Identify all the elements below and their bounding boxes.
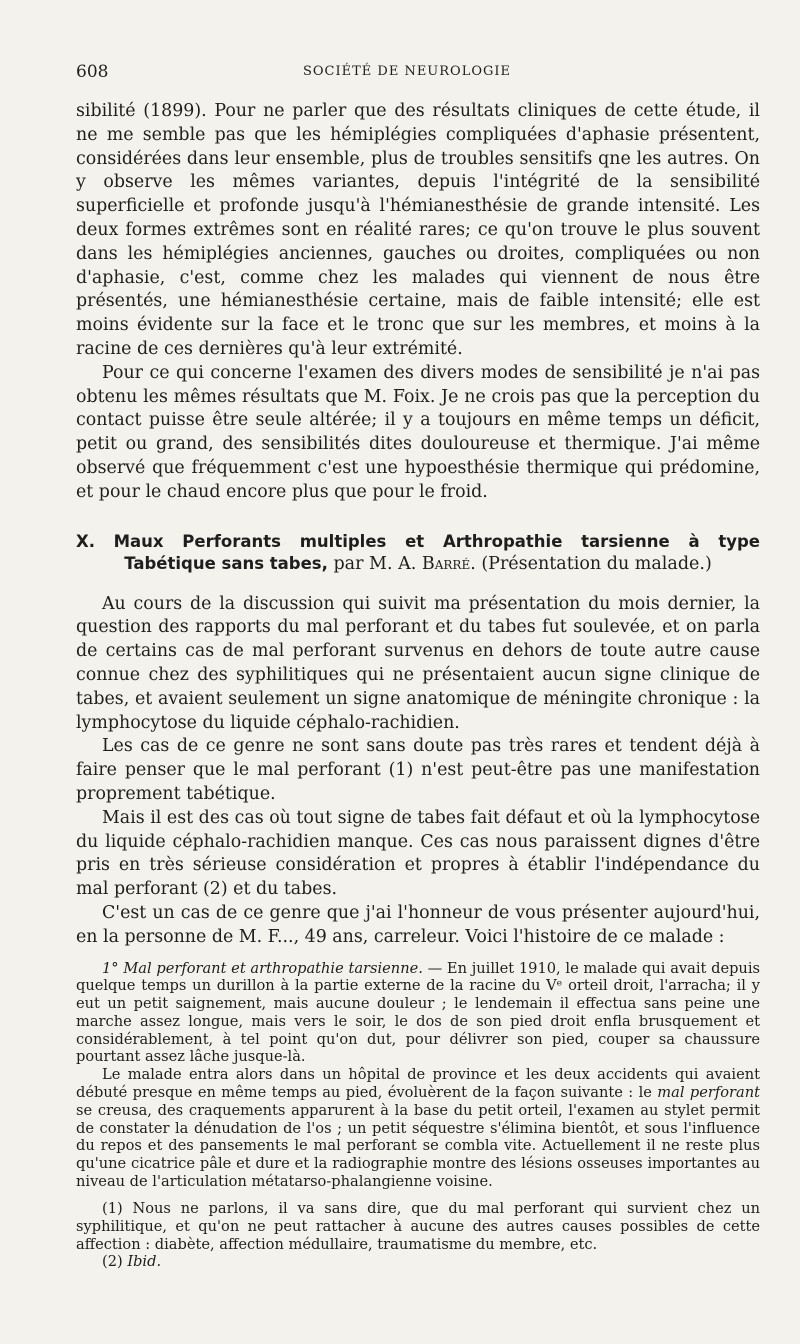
- author-name: Barré: [421, 553, 471, 574]
- section-heading: [76, 531, 760, 575]
- page-header: [76, 62, 738, 86]
- observation-text: — En juillet 1910, le malade qui avait depuis quelque temps un durillon à la partie externe de la racine du Vᵉ orteil droit, l'arracha; il y eut un petit saignement, mais aucune douleur ; le lendemain il effectua sans peine une marche assez longue, mais vers le soir, le dos de son pied droit enfla brusquement et considérablement, à tel point qu'on dut, pour délivrer son pied, couper sa chaussure pourtant assez lâche jusque-là.: [76, 959, 760, 1066]
- observation-paragraph: [76, 1066, 760, 1191]
- footnote-number: (2): [102, 1253, 123, 1271]
- footnote-text: Ibid.: [127, 1253, 162, 1271]
- main-text: [76, 100, 760, 950]
- observation-label: 1° Mal perforant et arthropathie tarsienne.: [102, 959, 423, 977]
- footnotes: [76, 1200, 760, 1271]
- paragraph: Au cours de la discussion qui suivit ma présentation du mois dernier, la question des rapports du mal perforant et du tabes fut soulevée, et on parla de certains cas de mal perforant survenus en dehors de toute autre cause connue chez des syphilitiques qui ne présentaient aucun signe clinique de tabes, et avaient seulement un signe anatomique de méningite chronique : la lymphocytose du liquide céphalo-rachidien.: [76, 593, 760, 733]
- paragraph: Les cas de ce genre ne sont sans doute pas très rares et tendent déjà à faire penser que le mal perforant (1) n'est peut-être pas une manifestation proprement tabétique.: [76, 736, 760, 804]
- paragraph: sibilité (1899). Pour ne parler que des résultats cliniques de cette étude, il ne me semble pas que les hémiplégies compliquées d'aphasie présentent, considérées dans leur ensemble, plus de troubles sensitifs qne les autres. On y observe les mêmes variantes, depuis l'intégrité de la sensibilité superficielle et profonde jusqu'à l'hémianesthésie de grande intensité. Les deux formes extrêmes sont en réalité rares; ce qu'on trouve le plus souvent dans les hémiplégies anciennes, gauches ou droites, compliquées ou non d'aphasie, c'est, comme chez les malades qui viennent de nous être présentés, une hémianesthésie certaine, mais de faible intensité; elle est moins évidente sur la face et le tronc que sur les membres, et moins à la racine de ces dernières qu'à leur extrémité.: [76, 101, 760, 359]
- observation-text-b: se creusa, des craquements apparurent à la base du petit orteil, l'examen au stylet permit de constater la dénudation de l'os ; un petit séquestre s'élimina bientôt, et sous l'influence du repos et des pansements le mal perforant se combla vite. Actuellement il ne reste plus qu'une cicatrice pâle et dure et la radiographie montre des lésions osseuses importantes au niveau de l'articulation métatarso-phalangienne voisine.: [76, 1101, 760, 1191]
- section-title-part2: Tabétique sans tabes,: [124, 553, 328, 573]
- section-title-part1: Maux Perforants multiples et Arthropathie tarsienne à type: [113, 531, 760, 551]
- author-prefix: par M. A.: [333, 553, 417, 574]
- page-number: 608: [76, 62, 109, 82]
- observation-block: [76, 960, 760, 1191]
- author-suffix: . (Présentation du malade.): [470, 553, 712, 574]
- paragraph: C'est un cas de ce genre que j'ai l'honneur de vous présenter aujourd'hui, en la personne de M. F..., 49 ans, carreleur. Voici l'histoire de ce malade :: [76, 902, 760, 947]
- page-body: [76, 100, 760, 1191]
- observation-text-a: Le malade entra alors dans un hôpital de province et les deux accidents qui avaient débuté presque en même temps au pied, évoluèrent de la façon suivante : le: [76, 1066, 760, 1102]
- footnote: (1) Nous ne parlons, il va sans dire, que du mal perforant qui survient chez un syphilitique, et qu'on ne peut rattacher à aucune des autres causes possibles de cette affection : diabète, affection médullaire, traumatisme du membre, etc.: [76, 1200, 760, 1253]
- footnote: [76, 1253, 760, 1271]
- paragraph: Mais il est des cas où tout signe de tabes fait défaut et où la lymphocytose du liquide céphalo-rachidien manque. Ces cas nous paraissent dignes d'être pris en très sérieuse considération et propres à établir l'indépendance du mal perforant (2) et du tabes.: [76, 807, 760, 900]
- running-head: SOCIÉTÉ DE NEUROLOGIE: [302, 64, 512, 79]
- observation-paragraph: [76, 960, 760, 1067]
- observation-emphasis: mal perforant: [657, 1084, 760, 1102]
- paragraph: Pour ce qui concerne l'examen des divers modes de sensibilité je n'ai pas obtenu les mêmes résultats que M. Foix. Je ne crois pas que la perception du contact puisse être seule altérée; il y a toujours en même temps un déficit, petit ou grand, des sensibilités dites douloureuse et thermique. J'ai même observé que fréquemment c'est une hypoesthésie thermique qui prédomine, et pour le chaud encore plus que pour le froid.: [76, 362, 760, 502]
- section-number: X.: [76, 531, 95, 551]
